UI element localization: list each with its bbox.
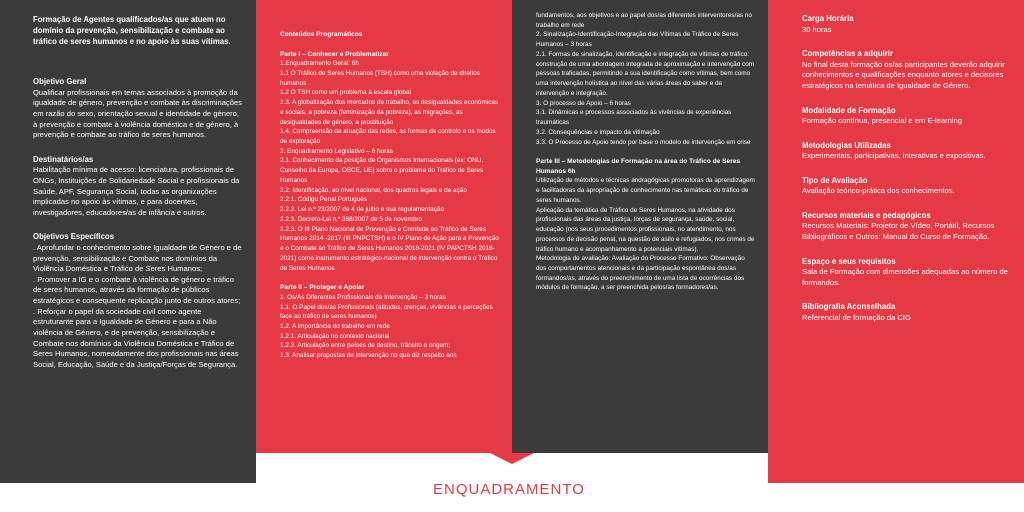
parte2-heading: Parte II – Proteger e Apoiar (280, 284, 365, 292)
content-item: 2.1. Conhecimento da posição de Organismos Internacionais (ex: ONU, Conselho da Europa, OSCE, UE) sobre o problema do Tráfico de Seres Humanos (280, 157, 484, 184)
content-item: 2.2. Identificação, ao nível nacional, dos quadros legais e de ação (280, 186, 467, 194)
content-item: Aplicação da temática de Tráfico de Seres Humanos, na atividade dos profissionais das áreas da justiça, forças de segurança, saúde, social, educação (nos seus procedimentos profissionais, no atendimento, nos processos de decisão penal, na questão de asilo e refugiados, nos crimes de tráfico humano e acompanhamento a potenciais vítimas). (536, 206, 755, 253)
content-item: 2.2.3. O III Plano Nacional de Prevenção e Combate ao Tráfico de Seres Humanos 2014 -2017 (III PNPCTSH) e o IV Plano de Ação para a Prevenção e o Combate ao Tráfico de Seres Humanos 2018-2021 (IV PAPCTSH 2018-2021) como instrumento estratégico-nacional de intervenção contra o Tráfico de Seres Humanos (280, 225, 499, 272)
parte3-heading: Parte III – Metodologias de Formação na área do Tráfico de Seres Humanos 6h (536, 158, 741, 175)
destinatarios-heading: Destinatários/as (33, 154, 94, 164)
content-item: 1.2. A importância do trabalho em rede (280, 323, 390, 330)
metodologias-text: Experimentais, participativas, interativas e expositivas. (802, 151, 986, 161)
content-item: Metodologia de avaliação: Avaliação do Processo Formativo: Observação dos comportamentos atencionais e da participação espontânea dos/as formandos/as, através do preenchimento de uma lista de ocorrências dos módulos de formação, a ser preenchida pelos/as formadores/as. (536, 255, 745, 292)
content-item: 2. Sinalização-Identificação-Integração das Vítimas de Tráfico de Seres Humanos – 3 horas (536, 31, 739, 49)
content-item: 2.2.1. Código Penal Português (280, 196, 368, 204)
parte1-heading: Parte I – Conhecer e Problematizar (280, 50, 389, 58)
content-item: 1.1 O Tráfico de Seres Humanos (TSH) como uma violação de direitos humanos (280, 69, 480, 87)
content-item: 3.1. Dinâmicas e processos associados às vivências de experiências traumáticas (536, 109, 732, 127)
carga-horaria-heading: Carga Horária (802, 14, 854, 23)
content-item: 2.2.2. Lei n.º 23/2007 de 4 de julho e sua regulamentação (280, 206, 444, 214)
down-arrow-icon (490, 453, 534, 464)
bibliografia-text: Referencial de formação da CIG (802, 313, 911, 322)
content-item: 1.2.1. Articulação no contexto nacional (280, 332, 390, 340)
recursos-text: Recursos Materiais: Projetor de Vídeo, Portátil, Recursos Bibliográficos e Outros: Manual do Curso de Formação. (802, 221, 995, 242)
content-item: 1.3. Analisar propostas de intervenção no que diz respeito aos (280, 352, 457, 360)
objetivo-geral-heading: Objetivo Geral (33, 77, 87, 87)
content-item: 1.3. A globalização dos mercados de trabalho, as desigualdades económicas e sociais, a pobreza (feminização da pobreza), as migrações, as desigualdades de género, a prostituição (280, 99, 499, 126)
espaco-heading: Espaço e seus requisitos (802, 256, 896, 266)
contents-heading: Conteúdos Programáticos (280, 31, 363, 38)
content-item: 1.2.2. Articulação entre países de destino, trânsito e origem; (280, 342, 451, 350)
content-item: 1. Os/As Diferentes Profissionais da Intervenção – 3 horas (280, 293, 446, 301)
column-details (768, 0, 1024, 483)
content-item: 1.2 O TSH como um problema à escala global (280, 89, 411, 97)
modalidade-heading: Modalidade de Formação (802, 105, 896, 115)
espaco-text: Sala de Formação com dimensões adequadas ao número de formandos. (802, 267, 1008, 287)
content-item: Utilização de métodos e técnicas andragógicas promotoras da aprendizagem e facilitadoras da apropriação de conhecimento nas temáticas do tráfico de seres humanos. (536, 177, 755, 204)
column-contents (256, 0, 512, 453)
content-item: 2.1. Formas de sinalização, identificação e integração de vítimas de tráfico: construção de uma abordagem integrada de aproximação e intervenção com pessoas traficadas, permitindo a sua identificação como vítimas, bem como uma intervenção holística ao nível das várias áreas do saber e de intervenção e integração. (536, 50, 755, 97)
objetivo-especifico-item: . Promover a IG e o combate à violência de género e tráfico de seres humanos, através da formação de públicos estratégicos e consequente replicação junto de outros atores; (33, 274, 241, 306)
content-item: fundamentos, aos objetivos e ao papel dos/as diferentes interventores/as no trabalho em rede (536, 12, 752, 29)
content-item: 1.Enquadramento Geral: 6h (280, 60, 359, 68)
content-item: 2. Enquadramento Legislativo – 6 horas (280, 147, 393, 155)
metodologias-heading: Metodologias Utilizadas (802, 140, 891, 150)
content-item: 3.3. O Processo de Apoio tendo por base o modelo de intervenção em crise (536, 138, 751, 146)
objetivo-geral-text: Qualificar profissionais em temas associados à promoção da igualdade de género, prevenção e combate às discriminações em razão do sexo, orientação sexual e identidade de género, à prevenção e combate à violência doméstica e de género, à prevenção e combate ao tráfico de seres humanos. (33, 87, 242, 140)
section-title: ENQUADRAMENTO (433, 481, 585, 498)
bibliografia-heading: Bibliografia Aconselhada (802, 302, 896, 312)
content-item: 2.2.3. Decreto-Lei n.º 368/2007 de 5 de novembro (280, 215, 422, 223)
content-item: 1.4. Compreensão da atuação das redes, as formas de controlo e os modos de exploração (280, 128, 496, 145)
content-item: 3.2. Consequências e impacto da vitimação (536, 128, 660, 136)
tipo-avaliacao-heading: Tipo de Avaliação (802, 175, 868, 185)
competencias-text: No final desta formação os/as participantes deverão adquirir conhecimentos e qualificações enquanto atores e decisores estratégicos na temática de Igualdade de Género. (802, 59, 1005, 90)
content-item: 3. O processo de Apoio – 6 horas (536, 99, 631, 107)
recursos-heading: Recursos materiais e pedagógicos (802, 210, 931, 220)
tipo-avaliacao-text: Avaliação teórico-prática dos conhecimentos. (802, 186, 955, 196)
objetivo-especifico-item: . Reforçar o papel da sociedade civil como agente estruturante para a Igualdade de Género e para a Não violência de Género, e de prevenção, sensibilização e Combate nos domínios da Violência Doméstica e Tráfico de Seres Humanos, nomeadamente dos profissionais nas áreas Social, Educação, Saúde e da Justiça/Forças de Segurança. (33, 306, 239, 369)
modalidade-text: Formação contínua, presencial e em E-learning (802, 116, 962, 126)
intro-text: Formação de Agentes qualificados/as que atuem no domínio da prevenção, sensibilização e combate ao tráfico de seres humanos e no apoio às suas vítimas. (33, 15, 231, 47)
destinatarios-text: Habilitação mínima de acesso: licenciatura, profissionais de ONGs, Instituições de Solidariedade Social e profissionais da Saúde, APF, Segurança Social, todas as organizações implicadas no apoio às vítimas, e para docentes, investigadores, educadores/as de infância e outros. (33, 165, 240, 217)
objetivos-especificos-heading: Objetivos Específicos (33, 232, 115, 242)
competencias-heading: Competências a adquirir (802, 49, 893, 59)
objetivo-especifico-item: . Aprofundar o conhecimento sobre Igualdade de Género e de prevenção, sensibilização e Combate nos domínios da Violência Doméstica e Tráfico de Seres Humanos; (33, 242, 242, 274)
column-contents-continued (512, 0, 768, 453)
content-item: 1.1. O Papel dos/as Profissionais (atitudes, crenças, vivências e perceções face ao tráfico de seres humanos) (280, 303, 493, 321)
carga-horaria-text: 30 horas (802, 24, 832, 34)
column-overview (0, 0, 256, 483)
